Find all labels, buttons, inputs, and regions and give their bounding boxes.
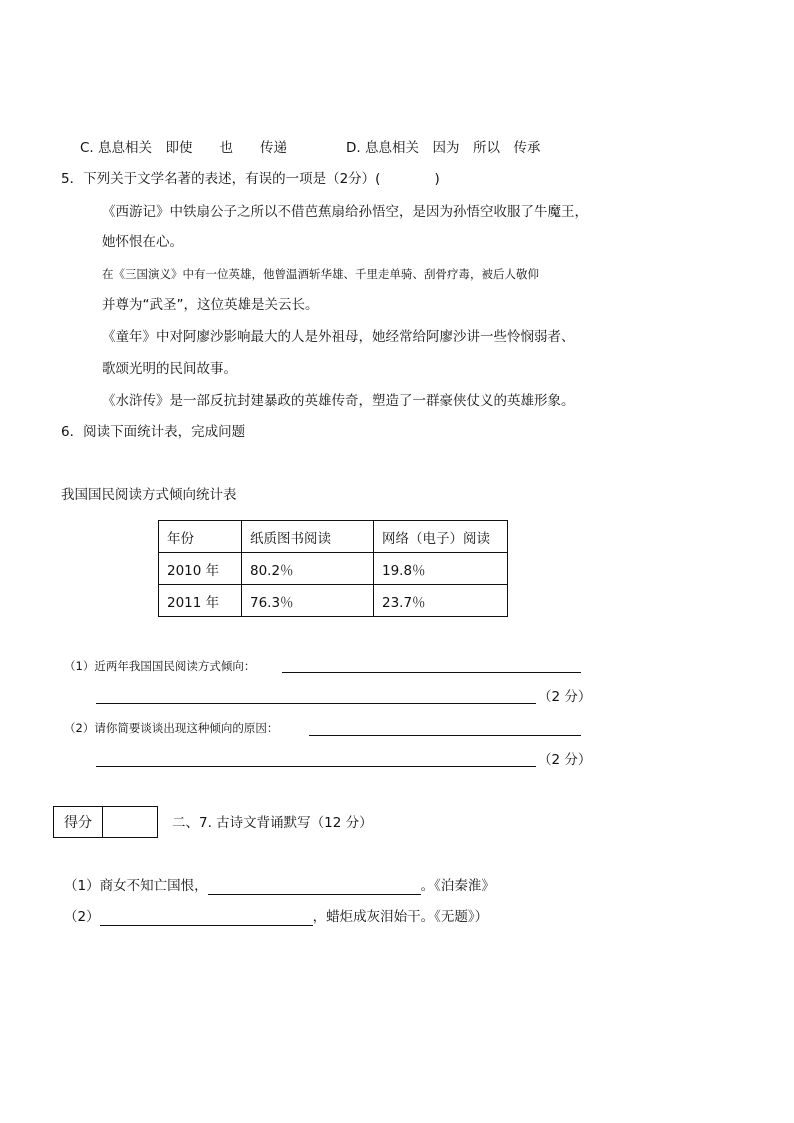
poetry-item-2-prefix: （2）	[64, 909, 100, 925]
q5-option-2-line-2: 并尊为“武圣”，这位英雄是关云长。	[102, 297, 319, 313]
score-box	[53, 806, 158, 838]
question-5-stem: 5．下列关于文学名著的表述，有误的一项是（2分）( )	[61, 171, 440, 187]
reading-stat-table	[158, 520, 508, 617]
table-cell: 80.2％	[242, 553, 374, 585]
q6-sub-1-prompt: （1）近两年我国国民阅读方式倾向：	[64, 659, 256, 673]
q6-sub-1-answer-line-1[interactable]	[282, 672, 581, 673]
question-6-stem: 6．阅读下面统计表，完成问题	[61, 424, 246, 440]
table-cell: 2011 年	[159, 585, 242, 617]
table-header-row	[159, 521, 508, 553]
poetry-item-1-blank[interactable]	[208, 879, 421, 895]
poetry-item-1	[64, 877, 495, 895]
q5-option-3-line-2: 歌颂光明的民间故事。	[102, 361, 237, 377]
q6-sub-1-points: （2 分）	[538, 689, 592, 705]
score-field[interactable]	[103, 807, 157, 837]
section-2-title: 二、7. 古诗文背诵默写（12 分）	[172, 815, 373, 831]
q5-option-1-line-1: 《西游记》中铁扇公子之所以不借芭蕉扇给孙悟空，是因为孙悟空收服了牛魔王，	[102, 204, 588, 220]
q6-sub-1-answer-line-2[interactable]	[96, 703, 536, 704]
table-cell: 76.3％	[242, 585, 374, 617]
poetry-item-1-suffix: 。《泊秦淮》	[420, 878, 495, 894]
option-c: C. 息息相关 即使 也 传递	[80, 140, 288, 156]
option-d: D. 息息相关 因为 所以 传承	[346, 140, 541, 156]
q6-sub-2-answer-line-1[interactable]	[309, 735, 581, 736]
q5-option-1-line-2: 她怀恨在心。	[102, 234, 183, 250]
q6-sub-2-prompt: （2）请你简要谈谈出现这种倾向的原因：	[64, 721, 279, 735]
q5-option-3-line-1: 《童年》中对阿廖沙影响最大的人是外祖母，她经常给阿廖沙讲一些怜悯弱者、	[102, 329, 575, 345]
table-cell: 2010 年	[159, 553, 242, 585]
table-header: 纸质图书阅读	[242, 521, 374, 553]
q5-option-2-line-1: 在《三国演义》中有一位英雄，他曾温酒斩华雄、千里走单骑、刮骨疗毒，被后人敬仰	[102, 267, 539, 281]
table-row	[159, 585, 508, 617]
table-cell: 19.8％	[374, 553, 508, 585]
q6-sub-2-answer-line-2[interactable]	[96, 766, 536, 767]
poetry-item-2	[64, 908, 488, 926]
poetry-item-2-blank[interactable]	[100, 910, 313, 926]
table-title: 我国国民阅读方式倾向统计表	[61, 487, 237, 503]
q5-option-4: 《水浒传》是一部反抗封建暴政的英雄传奇，塑造了一群豪侠仗义的英雄形象。	[102, 393, 575, 409]
score-label: 得分	[54, 807, 103, 837]
table-cell: 23.7％	[374, 585, 508, 617]
table-header: 网络（电子）阅读	[374, 521, 508, 553]
poetry-item-2-suffix: ，蜡炬成灰泪始干。《无题》）	[312, 909, 489, 925]
poetry-item-1-prefix: （1）商女不知亡国恨，	[64, 878, 208, 894]
q6-sub-2-points: （2 分）	[538, 752, 592, 768]
table-header: 年份	[159, 521, 242, 553]
table-row	[159, 553, 508, 585]
